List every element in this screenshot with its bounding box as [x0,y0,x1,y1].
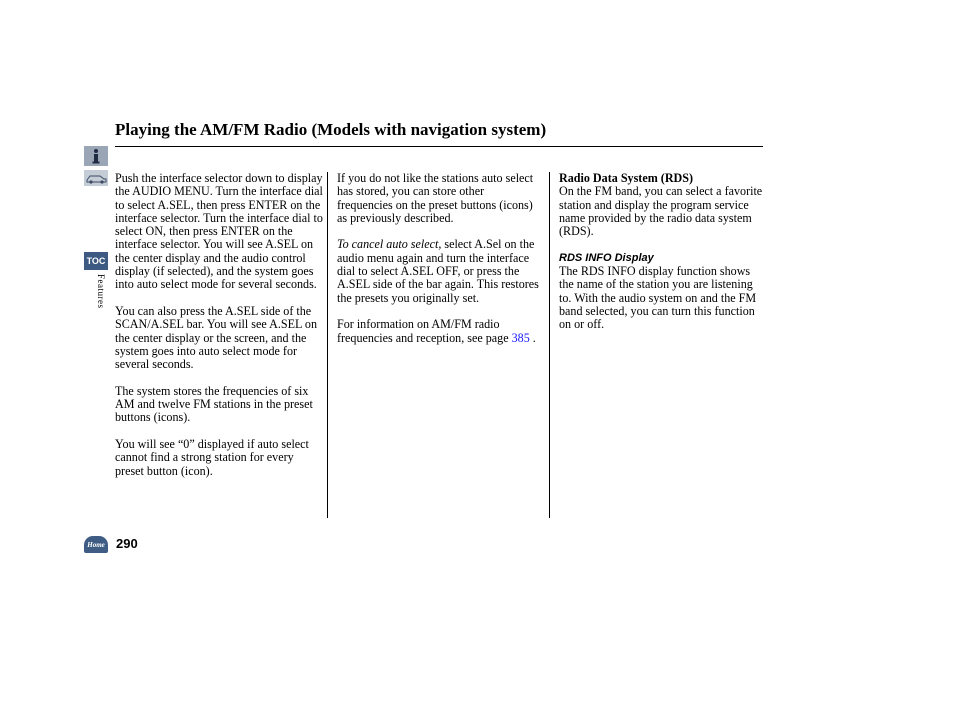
column-divider [327,172,328,518]
paragraph-body: For information on AM/FM radio frequencies and reception, see page [337,317,512,345]
column-divider [549,172,550,518]
paragraph: If you do not like the stations auto select has stored, you can store other frequencies on the preset buttons (icons) as previously described. [337,171,534,225]
paragraph: Push the interface selector down to display the AUDIO MENU. Turn the interface dial to select A.SEL, then press ENTER on the interface selector. Turn the interface dial to select ON, then press ENTER on the interface selector. You will see A.SEL on the center display and the audio control display (if selected), and the system goes into auto select mode for several seconds. [115,171,323,292]
home-icon[interactable]: Home [84,536,108,553]
page-number: 290 [116,536,138,551]
car-icon[interactable] [84,170,108,186]
toc-icon[interactable]: TOC [84,252,108,270]
page-link[interactable]: 385 [511,330,530,345]
paragraph-body: select A.Sel on the audio menu again and turn the interface dial to select A.SEL OFF, or press the A.SEL side of the bar again. This restores the presets you originally set. [337,237,539,305]
page-title: Playing the AM/FM Radio (Models with navigation system) [115,120,547,139]
column-right [559,172,767,345]
subsection-heading: RDS INFO Display [559,251,654,264]
column-left [115,172,323,491]
paragraph: You can also press the A.SEL side of the SCAN/A.SEL bar. You will see A.SEL on the center display or the screen, and the system goes into auto select mode for several seconds. [115,303,318,372]
paragraph: The system stores the frequencies of six AM and twelve FM stations in the preset buttons (icons). [115,383,313,425]
paragraph-lead: To cancel auto select, [337,237,442,252]
paragraph: The RDS INFO display function shows the name of the station you are listening to. With the audio system on and the FM band selected, you can turn this function on or off. [559,264,757,332]
paragraph: You will see “0” displayed if auto select cannot find a strong station for every preset button (icon). [115,436,309,478]
paragraph: On the FM band, you can select a favorite station and display the program service name provided by the radio data system (RDS). [559,184,763,239]
section-label: Features [96,274,106,309]
column-middle [337,172,540,358]
paragraph [337,238,540,304]
paragraph-end: . [529,330,536,345]
info-icon[interactable] [84,146,108,166]
title-rule [115,146,763,147]
paragraph [337,318,540,345]
section-heading: Radio Data System (RDS) [559,171,694,185]
